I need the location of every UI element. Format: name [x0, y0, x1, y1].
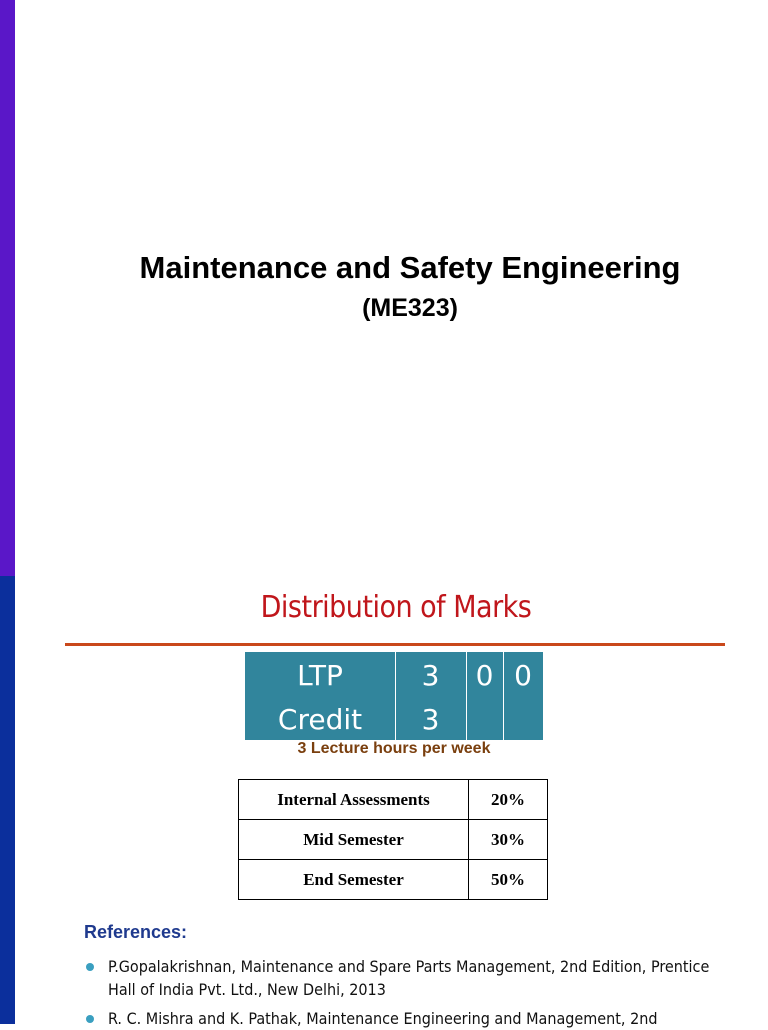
table-row	[239, 820, 548, 860]
bullet-icon	[86, 963, 94, 971]
ltp-practical-value: 0	[514, 659, 532, 692]
ltp-credit-table	[245, 652, 543, 740]
ltp-lecture-value: 3	[421, 659, 440, 692]
credit-label: Credit	[277, 703, 363, 736]
slide-accent-bar	[0, 576, 15, 1024]
table-row	[239, 860, 548, 900]
lecture-hours-note: 3 Lecture hours per week	[297, 740, 491, 757]
credit-value: 3	[421, 703, 440, 736]
course-title: Maintenance and Safety Engineering	[139, 250, 681, 285]
slide-accent-bar	[0, 0, 15, 576]
slide-distribution-of-marks	[0, 576, 768, 1028]
marks-distribution-table	[238, 779, 548, 900]
reference-item: P.Gopalakrishnan, Maintenance and Spare Parts Management, 2nd Edition, Prentice Hall of India Pvt. Ltd., New Delhi, 2013	[108, 957, 710, 999]
references-heading: References:	[84, 922, 188, 942]
ltp-tutorial-value: 0	[475, 659, 494, 692]
weight-cell: 20%	[469, 780, 548, 820]
title-divider	[65, 643, 725, 646]
bullet-icon	[86, 1015, 94, 1023]
component-cell: Internal Assessments	[239, 780, 469, 820]
component-cell: End Semester	[239, 860, 469, 900]
reference-item: R. C. Mishra and K. Pathak, Maintenance Engineering and Management, 2nd	[108, 1009, 658, 1028]
weight-cell: 30%	[469, 820, 548, 860]
table-row	[239, 780, 548, 820]
slide-title: Distribution of Marks	[260, 590, 532, 625]
weight-cell: 50%	[469, 860, 548, 900]
course-code: (ME323)	[362, 294, 458, 322]
component-cell: Mid Semester	[239, 820, 469, 860]
ltp-label: LTP	[297, 659, 343, 692]
